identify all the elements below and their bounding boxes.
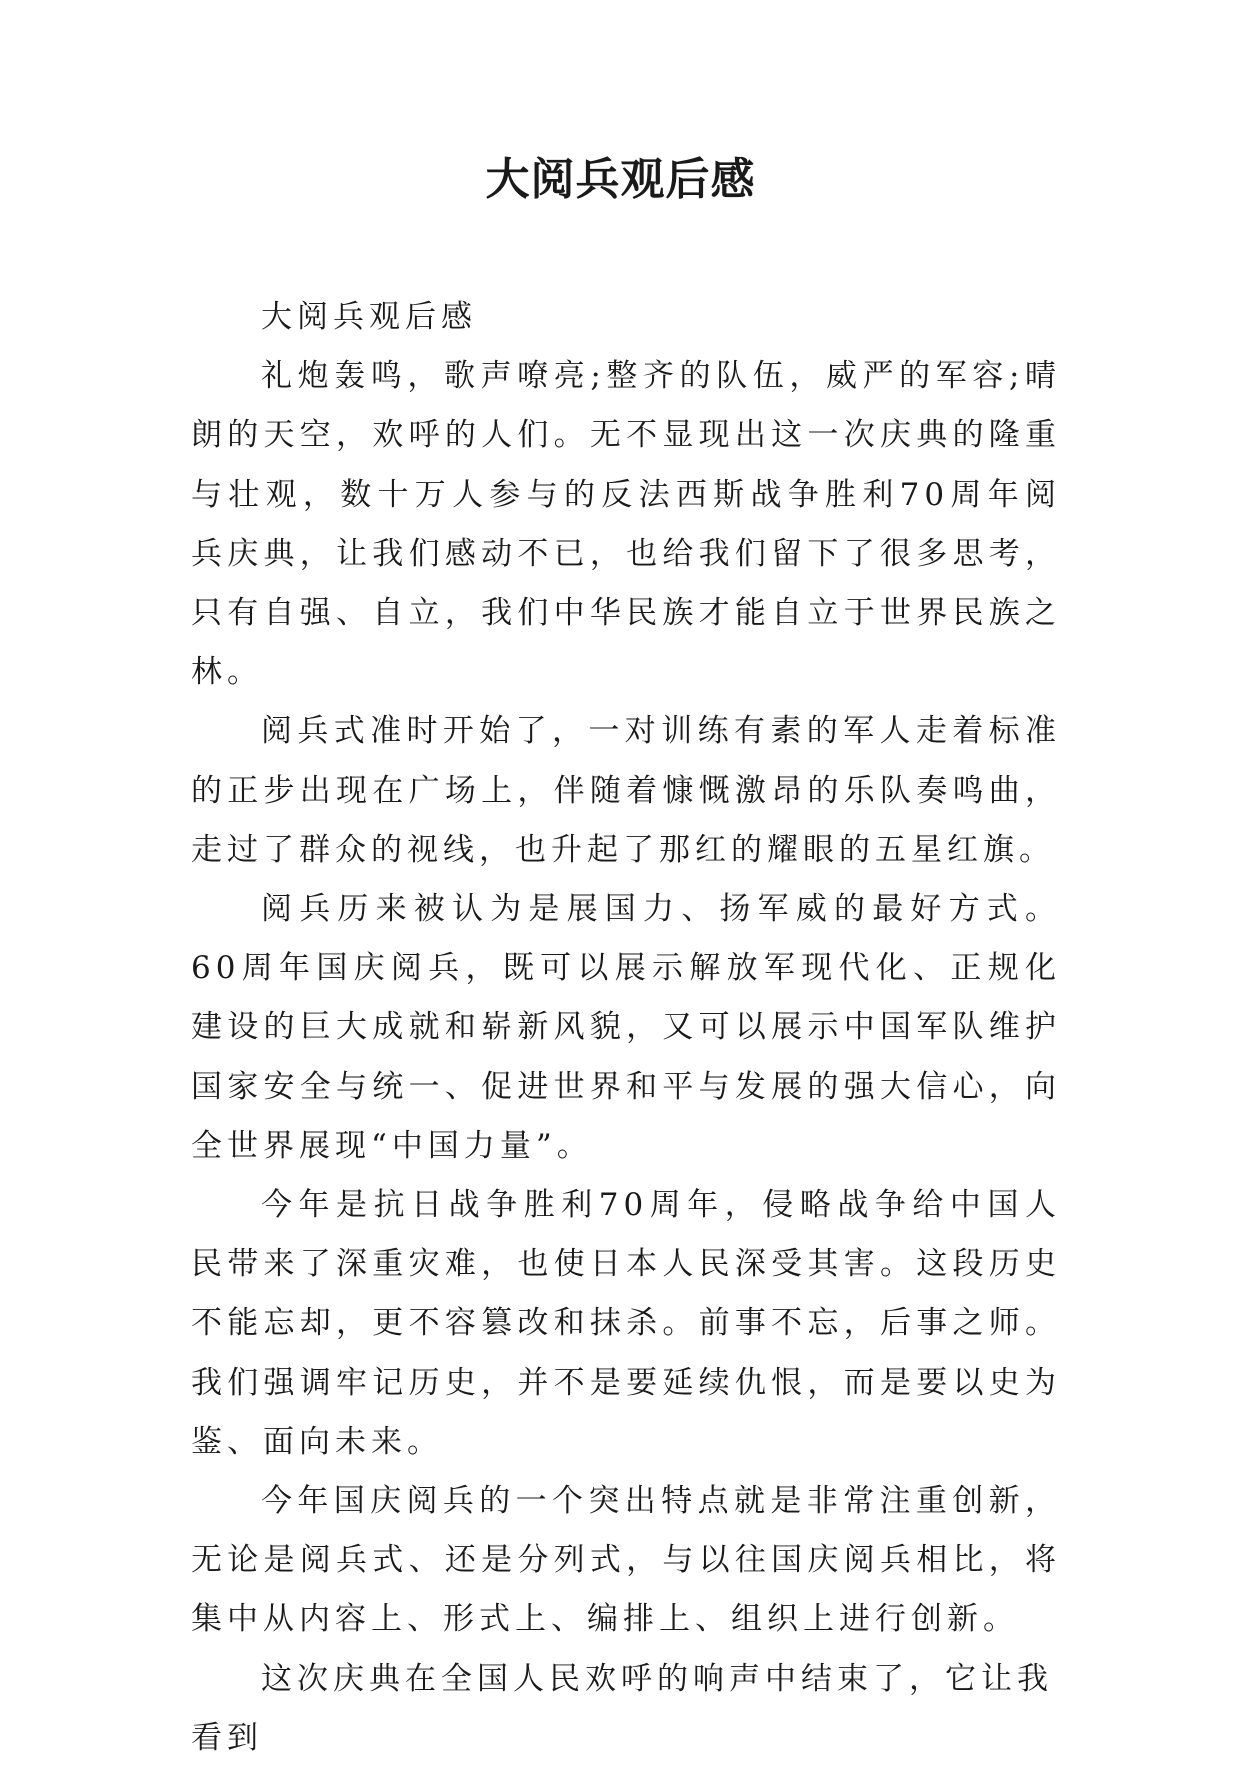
paragraph: 阅兵历来被认为是展国力、扬军威的最好方式。60周年国庆阅兵，既可以展示解放军现代化、正规化建设的巨大成就和崭新风貌，又可以展示中国军队维护国家安全与统一、促进世界和平与发展的强大信心，向全世界展现“中国力量”。 [191, 891, 1061, 1164]
paragraph: 今年国庆阅兵的一个突出特点就是非常注重创新，无论是阅兵式、还是分列式，与以往国庆阅兵相比，将集中从内容上、形式上、编排上、组织上进行创新。 [191, 1483, 1061, 1638]
paragraph: 今年是抗日战争胜利70周年，侵略战争给中国人民带来了深重灾难，也使日本人民深受其害。这段历史不能忘却，更不容篡改和抹杀。前事不忘，后事之师。我们强调牢记历史，并不是要延续仇恨，而是要以史为鉴、面向未来。 [191, 1187, 1061, 1460]
paragraph: 阅兵式准时开始了，一对训练有素的军人走着标准的正步出现在广场上，伴随着慷慨激昂的乐队奏鸣曲，走过了群众的视线，也升起了那红的耀眼的五星红旗。 [191, 713, 1061, 868]
paragraph: 这次庆典在全国人民欢呼的响声中结束了，它让我看到 [191, 1660, 1053, 1756]
document-title: 大阅兵观后感 [485, 154, 756, 205]
document-body [191, 288, 1061, 1768]
paragraph: 礼炮轰鸣，歌声嘹亮;整齐的队伍，威严的军容;晴朗的天空，欢呼的人们。无不显现出这一次庆典的隆重与壮观，数十万人参与的反法西斯战争胜利70周年阅兵庆典，让我们感动不已，也给我们留下了很多思考，只有自强、自立，我们中华民族才能自立于世界民族之林。 [191, 358, 1061, 691]
paragraph-heading: 大阅兵观后感 [261, 299, 477, 335]
